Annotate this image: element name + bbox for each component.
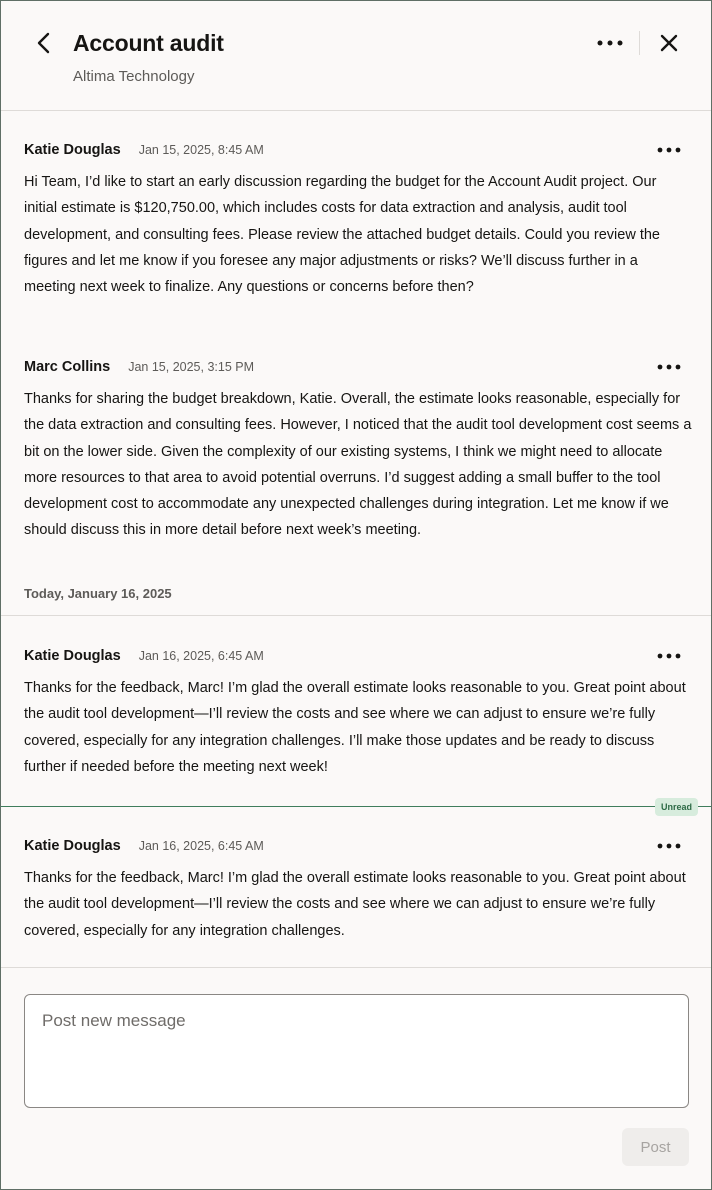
message-item — [1, 646, 711, 796]
message-timestamp: Jan 16, 2025, 6:45 AM — [138, 839, 264, 853]
header-divider — [639, 31, 640, 55]
message-author: Katie Douglas — [24, 142, 121, 158]
message-body: Thanks for the feedback, Marc! I’m glad the overall estimate looks reasonable to you. Great point about the audit tool development—I’ll review the costs and see where we can adjust to ensure we’re fully covered, especially for any integration challenges. — [24, 870, 686, 939]
unread-divider — [1, 806, 711, 807]
message-item — [1, 357, 711, 567]
more-horizontal-icon — [657, 364, 681, 370]
new-message-input[interactable] — [24, 994, 689, 1108]
message-timestamp: Jan 15, 2025, 8:45 AM — [138, 143, 264, 157]
close-button[interactable] — [653, 27, 685, 59]
message-more-button[interactable] — [649, 832, 689, 860]
more-horizontal-icon — [597, 40, 623, 46]
back-button[interactable] — [29, 27, 59, 59]
more-horizontal-icon — [657, 147, 681, 153]
message-more-button[interactable] — [649, 136, 689, 164]
chevron-left-icon — [36, 32, 52, 54]
page-subtitle: Altima Technology — [73, 68, 195, 85]
unread-badge: Unread — [655, 798, 698, 816]
close-icon — [659, 33, 679, 53]
post-button[interactable]: Post — [622, 1128, 689, 1166]
message-timestamp: Jan 16, 2025, 6:45 AM — [138, 649, 264, 663]
divider — [1, 967, 711, 968]
divider — [1, 615, 711, 616]
message-body: Hi Team, I’d like to start an early discussion regarding the budget for the Account Audit project. Our initial estimate is $120,750.00, which includes costs for data extraction and analysis, audit tool development, and consulting fees. Please review the attached budget details. Could you review the figures and let me know if you foresee any major adjustments or risks? We’ll discuss further in a meeting next week to finalize. Any questions or concerns before then? — [24, 174, 660, 296]
message-author: Katie Douglas — [24, 838, 121, 854]
header-more-button[interactable] — [592, 29, 628, 57]
date-separator: Today, January 16, 2025 — [24, 586, 172, 601]
message-header — [24, 836, 264, 856]
message-body: Thanks for sharing the budget breakdown, Katie. Overall, the estimate looks reasonable, especially for the data extraction and consulting fees. However, I noticed that the audit tool development cost seems a bit on the lower side. Given the complexity of our existing systems, I think we might need to allocate more resources to that area to avoid potential overruns. I’d suggest adding a small buffer to the tool development cost to accommodate any unexpected challenges during integration. Let me know if we should discuss this in more detail before next week’s meeting. — [24, 391, 692, 539]
message-header — [24, 646, 264, 666]
message-timestamp: Jan 15, 2025, 3:15 PM — [128, 360, 254, 374]
message-author: Marc Collins — [24, 359, 111, 375]
message-more-button[interactable] — [649, 642, 689, 670]
message-item — [1, 140, 711, 320]
more-horizontal-icon — [657, 653, 681, 659]
message-body: Thanks for the feedback, Marc! I’m glad the overall estimate looks reasonable to you. Great point about the audit tool development—I’ll review the costs and see where we can adjust to ensure we’re fully covered, especially for any integration challenges. I’ll make those updates and be ready to discuss further if needed before the meeting next week! — [24, 680, 686, 775]
message-header — [24, 357, 254, 377]
message-item — [1, 836, 711, 956]
more-horizontal-icon — [657, 843, 681, 849]
message-more-button[interactable] — [649, 353, 689, 381]
message-header — [24, 140, 264, 160]
message-author: Katie Douglas — [24, 648, 121, 664]
panel-header — [1, 1, 711, 111]
page-title: Account audit — [73, 30, 224, 56]
